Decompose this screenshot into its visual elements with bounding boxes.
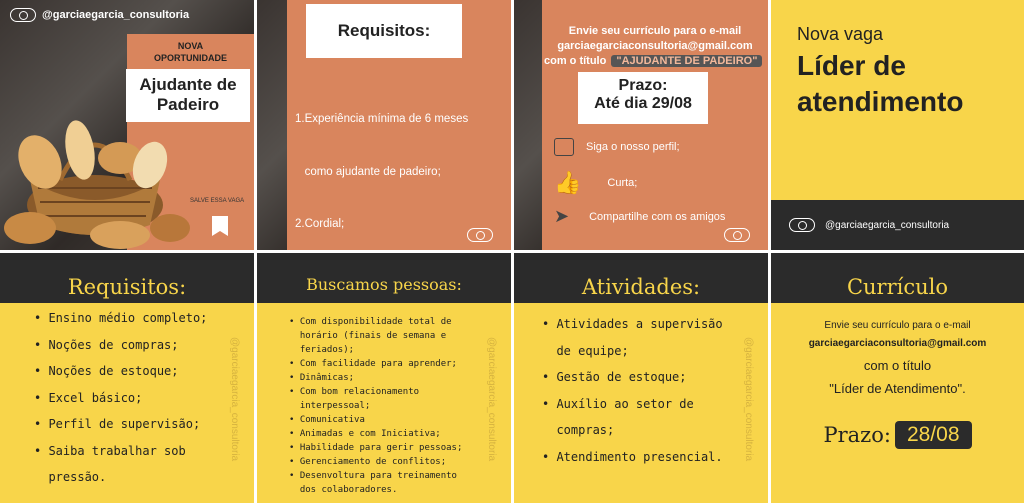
panel-ajudante-contato bbox=[514, 0, 768, 250]
list-item: • Com bom relacionamento bbox=[289, 387, 420, 397]
requirements-title: Requisitos: bbox=[67, 275, 187, 299]
vertical-watermark: @garciaegarcia_consultoria bbox=[486, 337, 497, 462]
list-item: • Noções de compras; bbox=[34, 337, 179, 352]
list-item: • Noções de estoque; bbox=[34, 364, 179, 378]
resume-instructions: Envie seu currículo para o e-mail garciaegarciaconsultoria@gmail.com com o título "Líder de Atendimento". bbox=[771, 317, 1024, 399]
profile-list bbox=[289, 315, 462, 497]
list-item: • Saiba trabalhar sob bbox=[34, 443, 186, 458]
list-item: • Com disponibilidade total de bbox=[289, 317, 452, 327]
list-item: • Atividades a supervisão bbox=[542, 317, 723, 331]
brand-logo-icon bbox=[724, 228, 750, 242]
job-title-box: Ajudante de Padeiro bbox=[126, 69, 250, 122]
list-item: • Atendimento presencial. bbox=[542, 449, 723, 464]
brand-logo-icon bbox=[467, 228, 493, 242]
bread-basket-illustration bbox=[0, 110, 190, 250]
like-row: 👍 Curta; bbox=[554, 170, 638, 195]
brand-footer bbox=[771, 200, 1024, 250]
list-item: como ajudante de padeiro; bbox=[295, 165, 441, 178]
panel-lider-perfil bbox=[257, 253, 511, 503]
profile-title: Buscamos pessoas: bbox=[306, 275, 462, 294]
brand-handle[interactable]: @garciaegarcia_consultoria bbox=[825, 219, 950, 231]
list-item: pressão. bbox=[48, 470, 107, 484]
thumbs-up-icon[interactable]: 👍 bbox=[554, 170, 582, 195]
list-item: • Dinâmicas; bbox=[289, 373, 355, 383]
deadline-box bbox=[578, 72, 708, 124]
save-label: SALVE ESSA VAGA bbox=[190, 198, 245, 204]
list-item: • Auxílio ao setor de bbox=[542, 396, 694, 411]
list-item: • Gerenciamento de conflitos; bbox=[289, 457, 447, 467]
list-item: 2.Cordial; bbox=[295, 218, 345, 230]
panel-lider-curriculo bbox=[771, 253, 1024, 503]
deadline-label: Prazo: bbox=[823, 423, 891, 447]
panel-lider-cover bbox=[771, 0, 1024, 250]
job-title-line2: atendimento bbox=[797, 86, 964, 117]
list-item: dos colaboradores. bbox=[299, 485, 398, 495]
send-icon[interactable]: ➤ bbox=[554, 206, 570, 226]
list-item: de equipe; bbox=[556, 343, 629, 358]
panel-ajudante-requisitos bbox=[257, 0, 511, 250]
user-icon[interactable] bbox=[554, 138, 574, 156]
brand-logo-icon bbox=[10, 8, 36, 22]
list-item: • Perfil de supervisão; bbox=[34, 417, 201, 431]
panel-ajudante-cover bbox=[0, 0, 254, 250]
list-item: 1.Experiência mínima de 6 meses bbox=[295, 113, 469, 125]
requirements-list bbox=[34, 305, 207, 491]
brand-handle[interactable]: @garciaegarcia_consultoria bbox=[42, 9, 190, 21]
new-job-kicker: Nova vaga bbox=[797, 24, 884, 44]
activities-list bbox=[542, 311, 723, 470]
contact-email[interactable]: garciaegarciaconsultoria@gmail.com bbox=[808, 338, 987, 349]
list-item: • Gestão de estoque; bbox=[542, 370, 687, 384]
list-item: horário (finais de semana e bbox=[299, 331, 447, 341]
activities-title: Atividades: bbox=[581, 275, 701, 299]
job-title-line1: Líder de bbox=[797, 50, 906, 81]
list-item: • Animadas e com Iniciativa; bbox=[289, 429, 441, 439]
deadline-label: Prazo: bbox=[618, 77, 668, 94]
requirements-list bbox=[295, 76, 468, 250]
contact-instructions: Envie seu currículo para o e-mail garciaegarciaconsultoria@gmail.com com o título "AJUDANTE DE PADEIRO" bbox=[542, 24, 768, 69]
list-item: compras; bbox=[556, 423, 615, 437]
follow-row: Siga o nosso perfil; bbox=[554, 138, 680, 156]
list-item: feriados); bbox=[299, 345, 355, 355]
requirements-title: Requisitos: bbox=[337, 21, 431, 40]
deadline-badge: 28/08 bbox=[895, 421, 972, 449]
panel-lider-requisitos bbox=[0, 253, 254, 503]
vertical-watermark: @garciaegarcia_consultoria bbox=[743, 337, 754, 462]
resume-title: Currículo bbox=[846, 275, 949, 299]
panel-lider-atividades bbox=[514, 253, 768, 503]
subject-badge: "AJUDANTE DE PADEIRO" bbox=[611, 55, 762, 67]
list-item: • Ensino médio completo; bbox=[34, 311, 208, 325]
list-item: • Habilidade para gerir pessoas; bbox=[289, 443, 463, 453]
brand-header bbox=[10, 8, 189, 22]
list-item: • Desenvoltura para treinamento bbox=[289, 471, 457, 481]
deadline-row bbox=[771, 421, 1024, 449]
brand-logo-icon bbox=[789, 218, 815, 232]
deadline-value: Até dia 29/08 bbox=[594, 95, 692, 112]
list-item: • Excel básico; bbox=[34, 390, 143, 405]
list-item: • Com facilidade para aprender; bbox=[289, 359, 457, 369]
requirements-title-box bbox=[306, 4, 462, 58]
share-row: ➤ Compartilhe com os amigos bbox=[554, 206, 726, 226]
list-item: interpessoal; bbox=[299, 401, 371, 411]
vertical-watermark: @garciaegarcia_consultoria bbox=[229, 337, 240, 462]
new-opportunity-tag: NOVA OPORTUNIDADE bbox=[153, 41, 227, 63]
list-item: • Comunicativa bbox=[289, 415, 365, 425]
contact-email[interactable]: garciaegarciaconsultoria@gmail.com bbox=[557, 40, 753, 52]
